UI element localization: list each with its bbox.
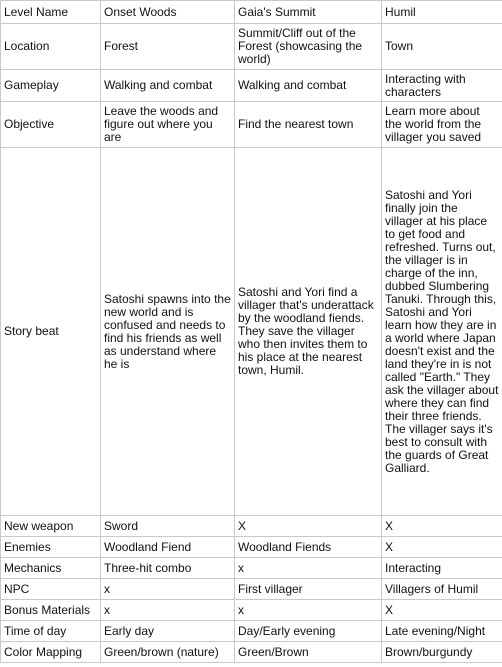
table-row [1, 516, 502, 537]
table-cell[interactable]: Interacting [382, 558, 502, 579]
row-label-color-mapping[interactable]: Color Mapping [1, 642, 101, 663]
table-cell[interactable]: First villager [235, 579, 382, 600]
table-cell[interactable]: Brown/burgundy [382, 642, 502, 663]
table-cell[interactable]: Find the nearest town [235, 102, 382, 148]
table-cell[interactable]: Day/Early evening [235, 621, 382, 642]
table-cell[interactable]: Woodland Fiends [235, 537, 382, 558]
table-cell[interactable]: x [101, 600, 235, 621]
table-row [1, 24, 502, 70]
table-row [1, 102, 502, 148]
row-label-story-beat[interactable]: Story beat [1, 148, 101, 516]
table-cell[interactable]: x [235, 600, 382, 621]
table-cell[interactable]: Green/brown (nature) [101, 642, 235, 663]
table-cell[interactable]: Summit/Cliff out of the Forest (showcasing the world) [235, 24, 382, 70]
table-cell[interactable]: Onset Woods [101, 1, 235, 24]
table-cell[interactable]: Satoshi and Yori finally join the villager at his place to get food and refreshed. Turns out, the villager is in charge of the inn, dubbed Slumbering Tanuki. Through this, Satoshi and Yori learn how they are in a world where Japan doesn't exist and the land they're in is not called "Earth." They ask the villager about where they can find their three friends. The villager says it's best to consult with the guards of Great Galliard. [382, 148, 502, 516]
row-label-level-name[interactable]: Level Name [1, 1, 101, 24]
table-row [1, 621, 502, 642]
row-label-time-of-day[interactable]: Time of day [1, 621, 101, 642]
table-row [1, 70, 502, 102]
table-row [1, 642, 502, 663]
row-label-gameplay[interactable]: Gameplay [1, 70, 101, 102]
table-cell[interactable]: Late evening/Night [382, 621, 502, 642]
table-cell[interactable]: Satoshi spawns into the new world and is confused and needs to find his friends as well as understand where he is [101, 148, 235, 516]
table-cell[interactable]: Early day [101, 621, 235, 642]
table-cell[interactable]: X [382, 516, 502, 537]
row-label-objective[interactable]: Objective [1, 102, 101, 148]
table-row [1, 558, 502, 579]
table-cell[interactable]: Learn more about the world from the villager you saved [382, 102, 502, 148]
table-row [1, 537, 502, 558]
table-cell[interactable]: Walking and combat [101, 70, 235, 102]
table-cell[interactable]: Green/Brown [235, 642, 382, 663]
table-cell[interactable]: x [101, 579, 235, 600]
table-cell[interactable]: Leave the woods and figure out where you are [101, 102, 235, 148]
table-cell[interactable]: Town [382, 24, 502, 70]
row-label-bonus-materials[interactable]: Bonus Materials [1, 600, 101, 621]
table-cell[interactable]: Woodland Fiend [101, 537, 235, 558]
table-row [1, 579, 502, 600]
table-cell[interactable]: Three-hit combo [101, 558, 235, 579]
row-label-location[interactable]: Location [1, 24, 101, 70]
table-cell[interactable]: Walking and combat [235, 70, 382, 102]
table-cell[interactable]: Sword [101, 516, 235, 537]
table-cell[interactable]: X [235, 516, 382, 537]
table-cell[interactable]: x [235, 558, 382, 579]
table-cell[interactable]: Interacting with characters [382, 70, 502, 102]
row-label-new-weapon[interactable]: New weapon [1, 516, 101, 537]
row-label-enemies[interactable]: Enemies [1, 537, 101, 558]
table-cell[interactable]: Villagers of Humil [382, 579, 502, 600]
table-cell[interactable]: Forest [101, 24, 235, 70]
table-cell[interactable]: X [382, 537, 502, 558]
table-cell[interactable]: Satoshi and Yori find a villager that's underattack by the woodland fiends. They save the villager who then invites them to his place at the nearest town, Humil. [235, 148, 382, 516]
table-cell[interactable]: Gaia's Summit [235, 1, 382, 24]
table-row [1, 1, 502, 24]
table-row [1, 600, 502, 621]
row-label-mechanics[interactable]: Mechanics [1, 558, 101, 579]
table-cell[interactable]: Humil [382, 1, 502, 24]
table-row [1, 148, 502, 516]
table-cell[interactable]: X [382, 600, 502, 621]
row-label-npc[interactable]: NPC [1, 579, 101, 600]
